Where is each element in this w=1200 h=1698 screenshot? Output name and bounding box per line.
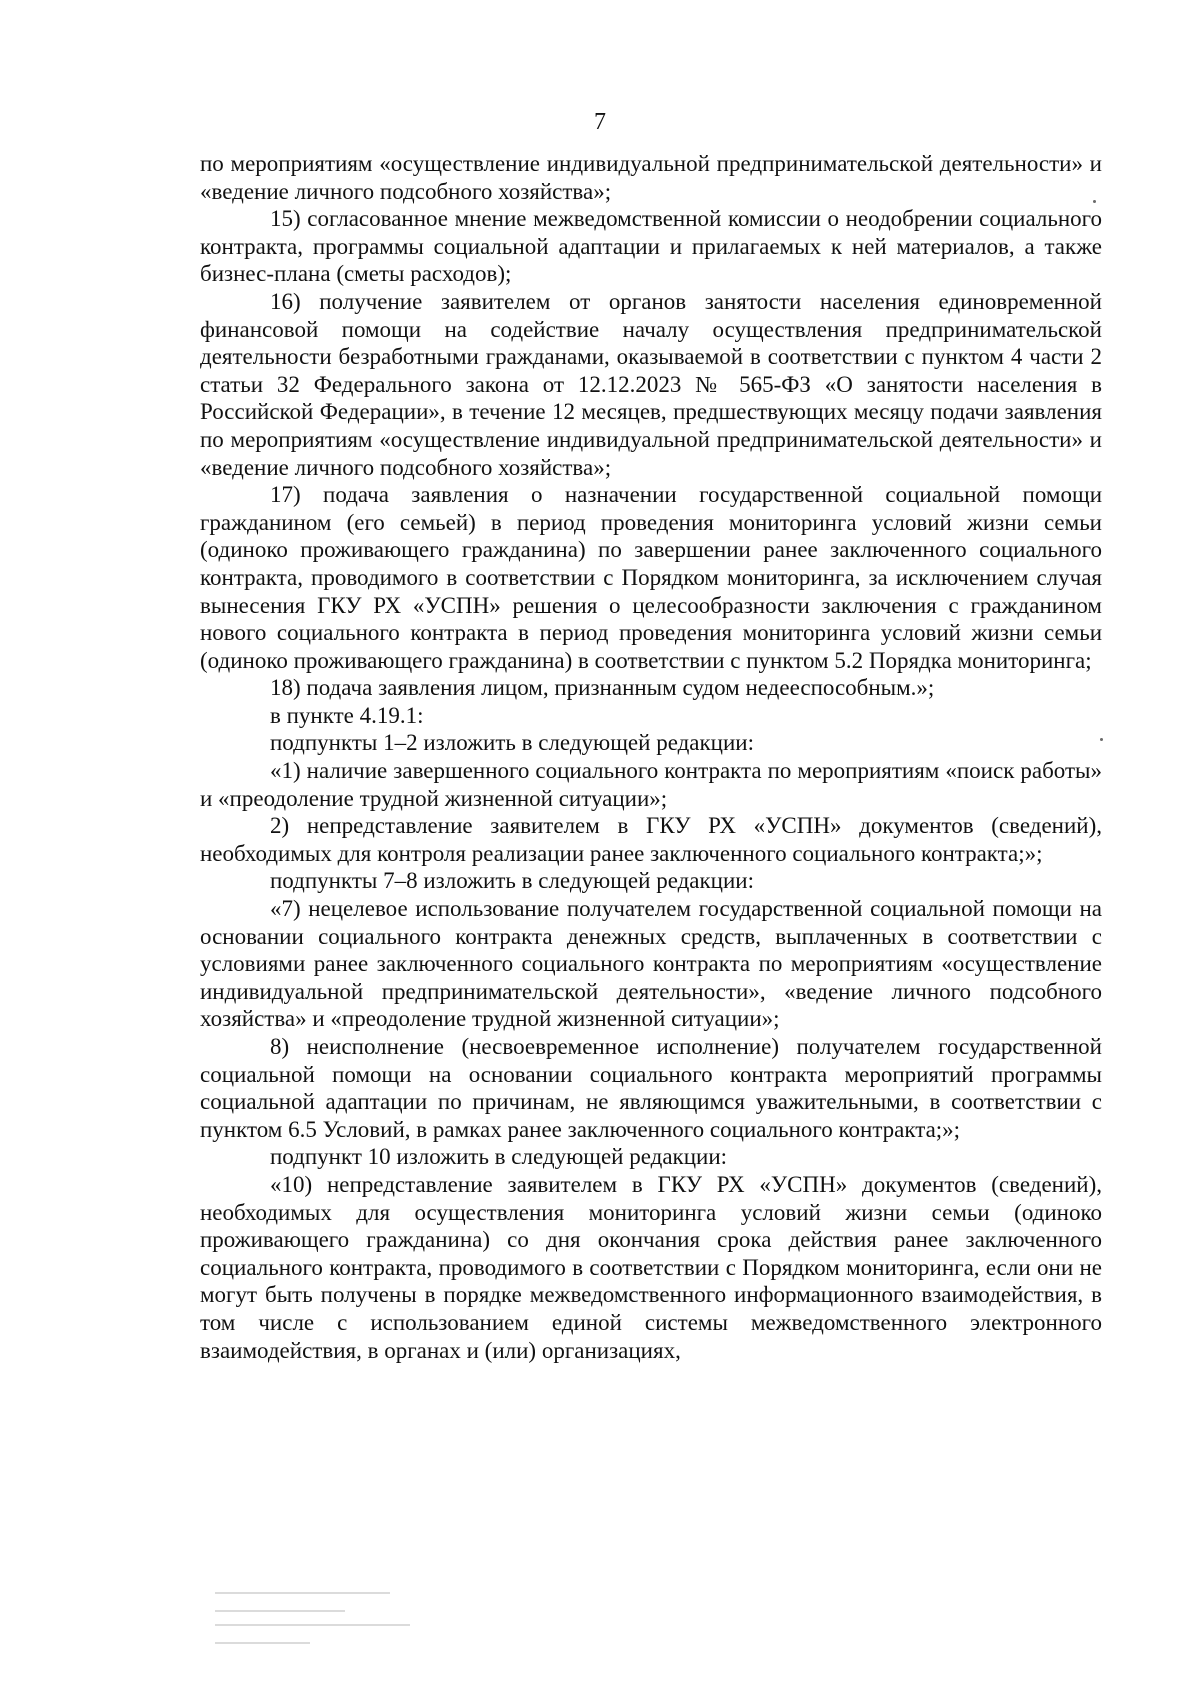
page-number: 7 [594,109,606,135]
paragraph-subitem-8: 8) неисполнение (несвоевременное исполнение) получателем государственной социальной помощи на основании социального контракта мероприятий программы социальной адаптации по причинам, не являющимся уважительными, в соответствии с пунктом 6.5 Условий, в рамках ранее заключенного социального контракта;»; [200,1034,1102,1142]
faded-stamp [215,1588,425,1654]
scan-speck [1093,200,1096,203]
paragraph-subitem-10: «10) непредставление заявителем в ГКУ РХ «УСПН» документов (сведений), необходимых для осуществления мониторинга условий жизни семьи (одиноко проживающего гражданина) со дня окончания срока действия ранее заключенного социального контракта, проводимого в соответствии с Порядком мониторинга, если они не могут быть получены в порядке межведомственного информационного взаимодействия, в том числе с использованием единой системы межведомственного электронного взаимодействия, в органах и (или) организациях, [200,1171,1102,1363]
paragraph-instruction-1-2: подпункты 1–2 изложить в следующей редакции: [270,730,754,756]
paragraph-subitem-7: «7) нецелевое использование получателем государственной социальной помощи на основании социального контракта денежных средств, выплаченных в соответствии с условиями ранее заключенного социального контракта по мероприятиям «осуществление индивидуальной предпринимательской деятельности», «ведение личного подсобного хозяйства» и «преодоление трудной жизненной ситуации»; [200,896,1102,1032]
scan-speck [1100,738,1103,741]
paragraph-instruction-7-8: подпункты 7–8 изложить в следующей редакции: [270,868,754,894]
paragraph-item-18: 18) подача заявления лицом, признанным судом недееспособным.»; [270,675,935,701]
document-body [200,150,1102,1364]
paragraph-continuation: по мероприятиям «осуществление индивидуальной предпринимательской деятельности» и «ведение личного подсобного хозяйства»; [200,151,1102,204]
paragraph-instruction-10: подпункт 10 изложить в следующей редакции: [270,1144,728,1170]
paragraph-item-15: 15) согласованное мнение межведомственной комиссии о неодобрении социального контракта, программы социальной адаптации и прилагаемых к ней материалов, а также бизнес-плана (сметы расходов); [200,206,1102,287]
paragraph-subitem-2: 2) непредставление заявителем в ГКУ РХ «УСПН» документов (сведений), необходимых для контроля реализации ранее заключенного социального контракта;»; [200,813,1102,866]
paragraph-item-17: 17) подача заявления о назначении государственной социальной помощи гражданином (его семьей) в период проведения мониторинга условий жизни семьи (одиноко проживающего гражданина) по завершении ранее заключенного социального контракта, проводимого в соответствии с Порядком мониторинга, за исключением случая вынесения ГКУ РХ «УСПН» решения о целесообразности заключения с гражданином нового социального контракта в период проведения мониторинга условий жизни семьи (одиноко проживающего гражданина) в соответствии с пунктом 5.2 Порядка мониторинга; [200,482,1102,673]
paragraph-item-16: 16) получение заявителем от органов занятости населения единовременной финансовой помощи на содействие началу осуществления предпринимательской деятельности безработными гражданами, оказываемой в соответствии с пунктом 4 части 2 статьи 32 Федерального закона от 12.12.2023 № 565-ФЗ «О занятости населения в Российской Федерации», в течение 12 месяцев, предшествующих месяцу подачи заявления по мероприятиям «осуществление индивидуальной предпринимательской деятельности» и «ведение личного подсобного хозяйства»; [200,288,1102,480]
paragraph-subitem-1: «1) наличие завершенного социального контракта по мероприятиям «поиск работы» и «преодоление трудной жизненной ситуации»; [200,758,1102,811]
paragraph-clause-4-19-1: в пункте 4.19.1: [270,702,424,728]
